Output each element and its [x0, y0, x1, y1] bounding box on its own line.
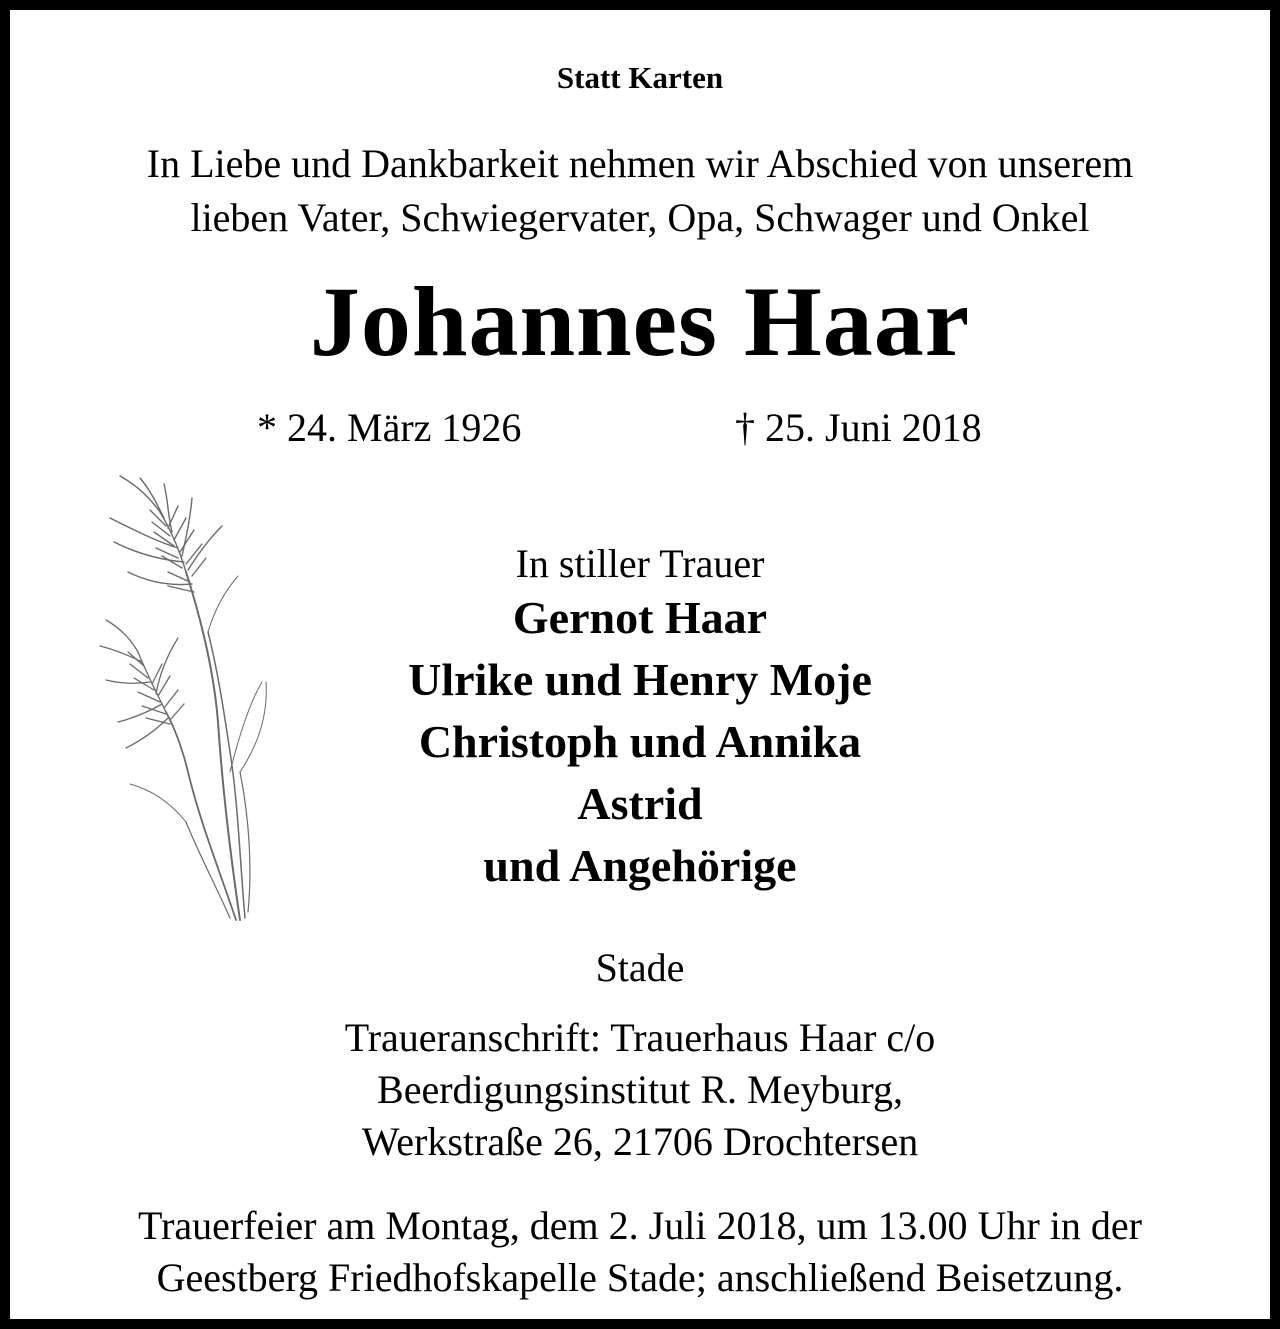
service-info-line: Geestberg Friedhofskapelle Stade; anschließend Beisetzung. [156, 1255, 1124, 1300]
mourner-name: Astrid [577, 778, 703, 829]
intro-line-1: In Liebe und Dankbarkeit nehmen wir Abschied von unserem [146, 141, 1134, 186]
mourner-name: Ulrike und Henry Moje [408, 654, 872, 705]
service-info-line: Trauerfeier am Montag, dem 2. Juli 2018, um 13.00 Uhr in der [138, 1203, 1142, 1248]
mourner-name: Gernot Haar [512, 592, 768, 643]
death-date: † 25. Juni 2018 [735, 405, 982, 450]
mourner-name: Christoph und Annika [418, 716, 862, 767]
place-name: Stade [595, 945, 685, 990]
mourner-name: und Angehörige [483, 840, 797, 891]
deceased-name: Johannes Haar [309, 266, 971, 377]
mourning-phrase: In stiller Trauer [515, 541, 765, 586]
notice-header: Statt Karten [556, 60, 724, 95]
address-line: Traueranschrift: Trauerhaus Haar c/o [344, 1015, 936, 1060]
address-line: Beerdigungsinstitut R. Meyburg, [377, 1067, 903, 1112]
intro-line-2: lieben Vater, Schwiegervater, Opa, Schwager und Onkel [190, 195, 1090, 240]
address-line: Werkstraße 26, 21706 Drochtersen [361, 1119, 919, 1164]
birth-date: * 24. März 1926 [257, 405, 522, 450]
